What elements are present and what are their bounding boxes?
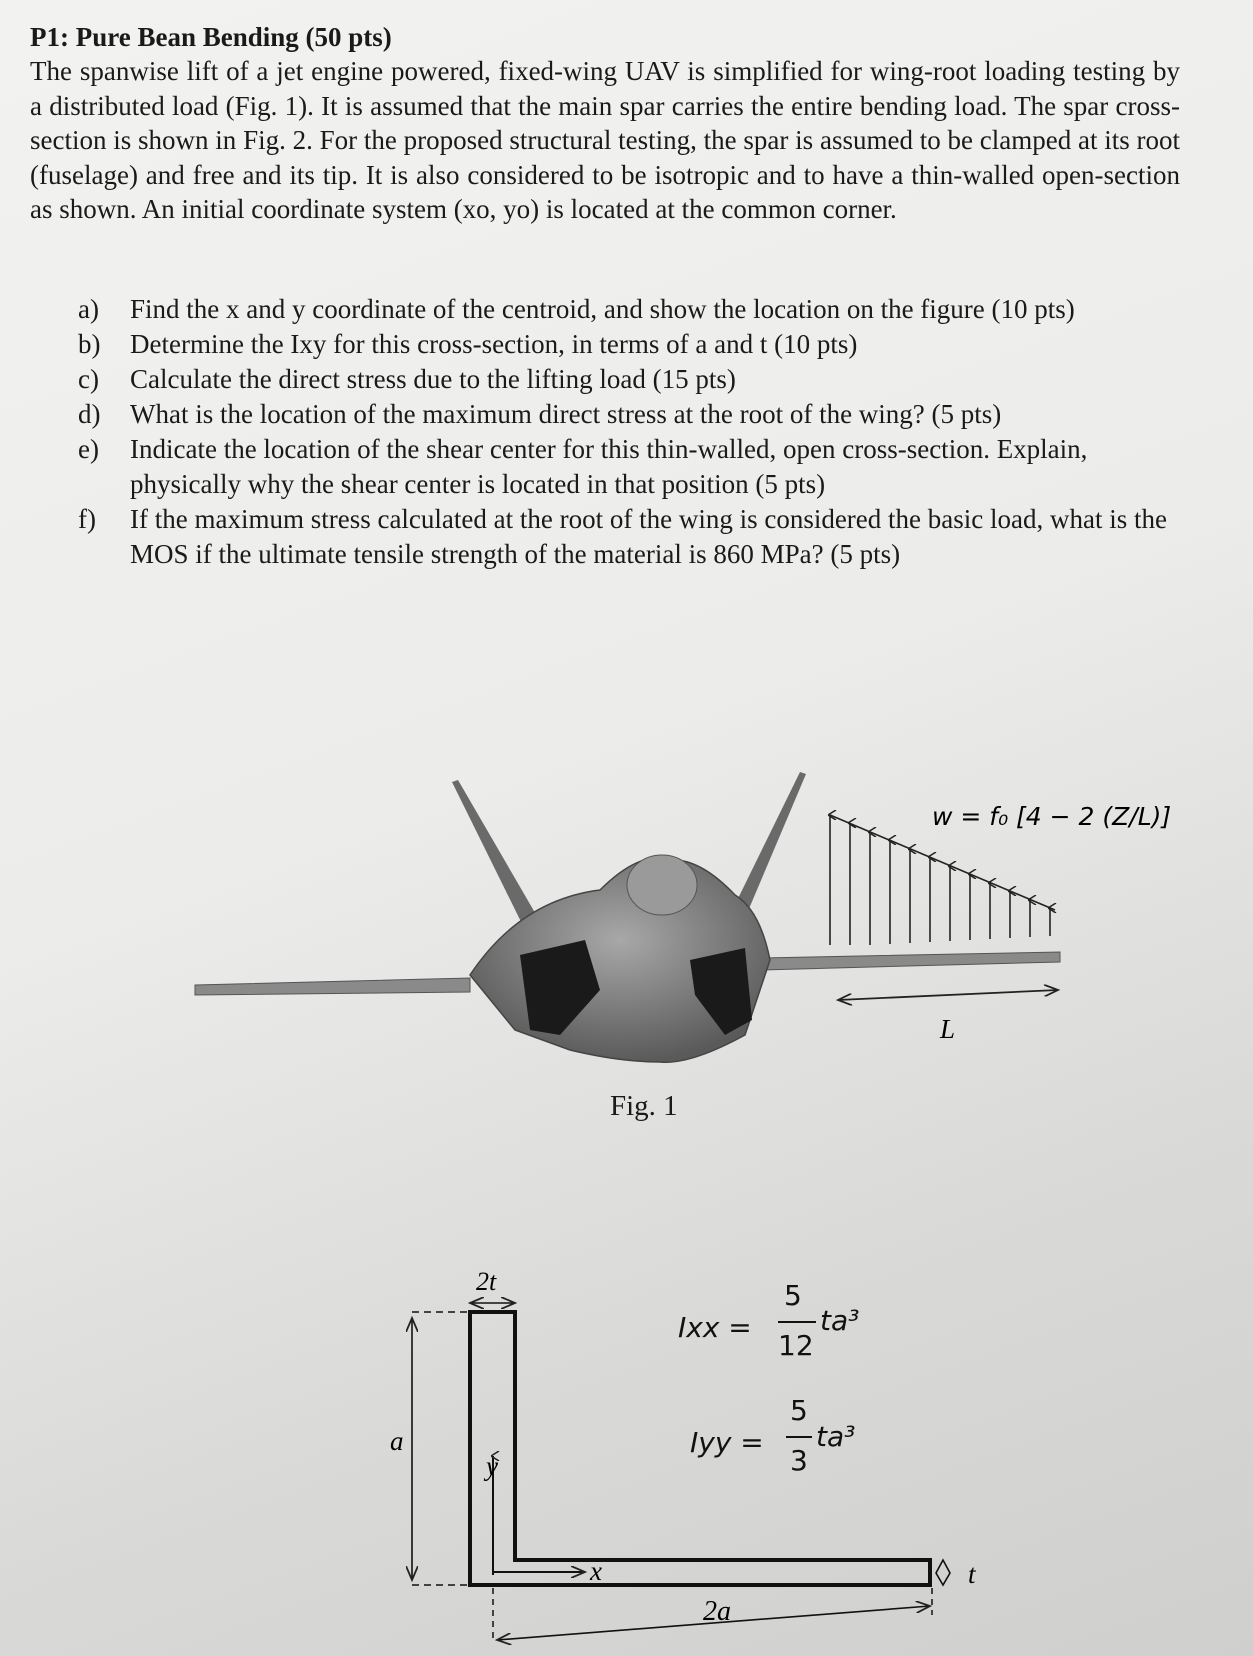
- ixx-formula: [678, 1279, 859, 1362]
- question-text: Find the x and y coordinate of the centroid, and show the location on the figure (10 pts): [130, 294, 1075, 324]
- ixx-numerator: 5: [784, 1279, 802, 1312]
- question-label: b): [78, 329, 101, 359]
- iyy-numerator: 5: [790, 1394, 808, 1427]
- question-label: e): [78, 434, 99, 464]
- question-text: Determine the Ixy for this cross-section, in terms of a and t (10 pts): [130, 329, 858, 359]
- span-dimension-arrow: [838, 990, 1058, 1000]
- question-text: What is the location of the maximum direct stress at the root of the wing? (5 pts): [130, 399, 1002, 429]
- label-a: a: [390, 1426, 404, 1456]
- question-label: f): [78, 504, 96, 534]
- fig1-caption: Fig. 1: [610, 1090, 678, 1122]
- label-x: x: [590, 1556, 602, 1586]
- question-text: Calculate the direct stress due to the lifting load (15 pts): [130, 364, 736, 394]
- iyy-denominator: 3: [790, 1444, 808, 1477]
- label-2a: 2a: [703, 1596, 731, 1627]
- question-label: c): [78, 364, 99, 394]
- ixx-denominator: 12: [778, 1329, 814, 1362]
- question-text: Indicate the location of the shear center for this thin-walled, open cross-section. Explain, physically why the shear center is located in that position (5 pts): [130, 434, 1088, 499]
- load-equation: w = f₀ [4 − 2 (Z/L)]: [932, 802, 1172, 831]
- iyy-lhs: Iyy =: [690, 1426, 764, 1459]
- dim-t-marker: [936, 1560, 950, 1585]
- problem-intro: The spanwise lift of a jet engine powered, fixed-wing UAV is simplified for wing-root loading testing by a distributed load (Fig. 1). It is assumed that the main spar carries the entire bending load. The spar cross-section is shown in Fig. 2. For the proposed structural testing, the spar is assumed to be clamped at its root (fuselage) and free and its tip. It is also considered to be isotropic and to have a thin-walled open-section as shown. An initial coordinate system (xo, yo) is located at the common corner.: [30, 56, 1180, 224]
- right-wing: [760, 952, 1060, 970]
- question-text: If the maximum stress calculated at the root of the wing is considered the basic load, what is the MOS if the ultimate tensile strength of the material is 860 MPa? (5 pts): [130, 504, 1167, 569]
- question-label: d): [78, 399, 101, 429]
- iyy-formula: [690, 1394, 855, 1477]
- question-label: a): [78, 294, 99, 324]
- problem-title: P1: Pure Bean Bending (50 pts): [30, 22, 392, 52]
- load-distribution: [830, 815, 1055, 945]
- ixx-rhs: ta³: [820, 1304, 860, 1337]
- span-label: L: [940, 1014, 956, 1044]
- canopy: [627, 855, 697, 915]
- label-2t: 2t: [476, 1267, 497, 1296]
- label-t: t: [968, 1559, 976, 1589]
- left-wing: [195, 978, 470, 995]
- ixx-lhs: Ixx =: [678, 1311, 752, 1344]
- iyy-rhs: ta³: [816, 1420, 856, 1453]
- label-y: y: [486, 1451, 498, 1481]
